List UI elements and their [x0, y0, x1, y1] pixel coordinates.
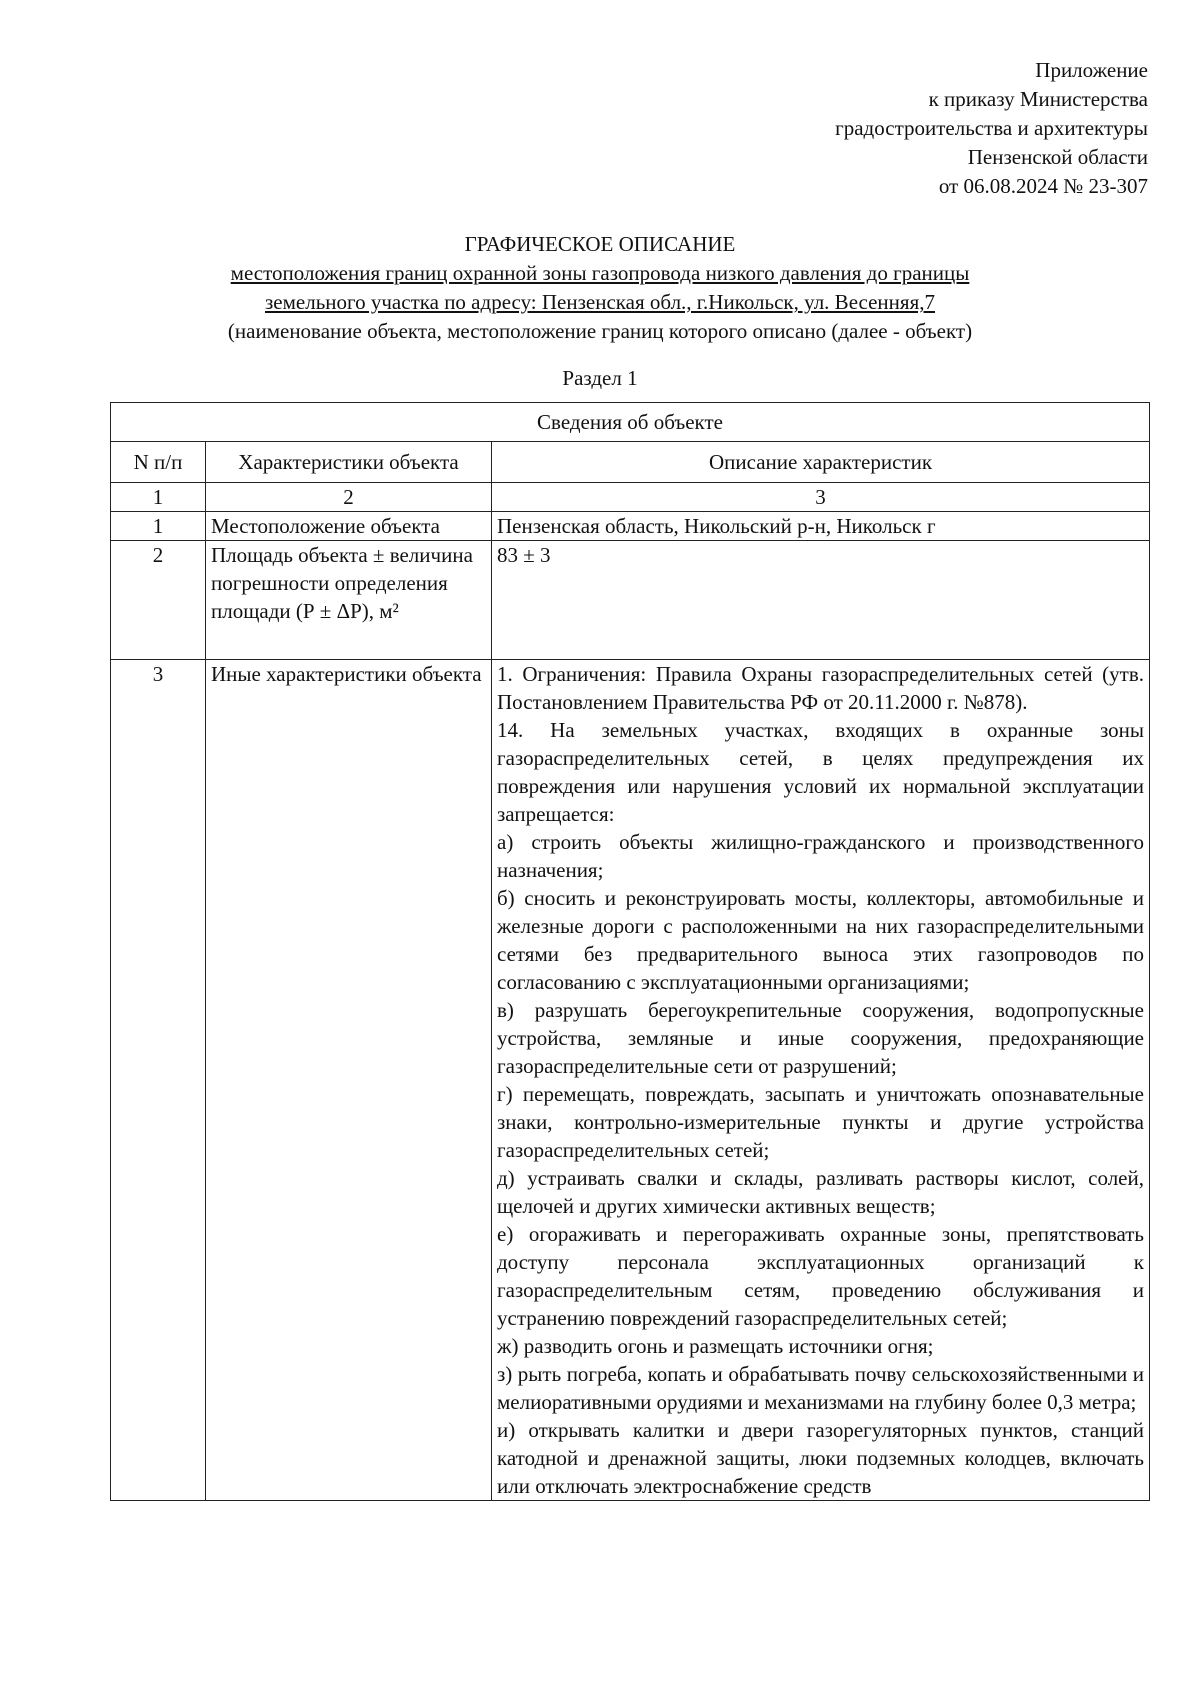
object-name-line: земельного участка по адресу: Пензенская обл., г.Никольск, ул. Весенняя,7	[265, 290, 935, 314]
section-title: Раздел 1	[562, 366, 638, 390]
column-number-row	[111, 483, 1150, 512]
annex-line: градостроительства и архитектуры	[835, 116, 1148, 140]
restriction-paragraph: в) разрушать берегоукрепительные сооружения, водопропускные устройства, земляные и иные сооружения, предохраняющие газораспределительные сети от разрушений;	[497, 998, 1144, 1078]
row-number: 1	[111, 512, 206, 541]
column-number-cell: 1	[111, 483, 206, 512]
restriction-paragraph: з) рыть погреба, копать и обрабатывать почву сельскохозяйственными и мелиоративными орудиями и механизмами на глубину более 0,3 метра;	[497, 1362, 1144, 1414]
restriction-paragraph: а) строить объекты жилищно-гражданского и производственного назначения;	[497, 830, 1144, 882]
restriction-paragraph: д) устраивать свалки и склады, разливать растворы кислот, солей, щелочей и других химически активных веществ;	[497, 1166, 1144, 1218]
restriction-paragraph: г) перемещать, повреждать, засыпать и уничтожать опознавательные знаки, контрольно-измерительные пункты и другие устройства газораспределительных сетей;	[497, 1082, 1144, 1162]
characteristic-description: 83 ± 3	[492, 541, 1150, 660]
table-caption-row	[111, 403, 1150, 442]
annex-block	[835, 56, 1148, 201]
header-cell: Описание характеристик	[492, 442, 1150, 483]
header-cell: Характеристики объекта	[206, 442, 492, 483]
table-header-row	[111, 442, 1150, 483]
column-number-cell: 3	[492, 483, 1150, 512]
characteristic-name: Иные характеристики объекта	[206, 660, 492, 1501]
restriction-paragraph: и) открывать калитки и двери газорегуляторных пунктов, станций катодной и дренажной защиты, люки подземных колодцев, включать или отключать электроснабжение средств	[497, 1418, 1144, 1498]
annex-line: от 06.08.2024 № 23-307	[938, 174, 1148, 198]
restriction-paragraph: ж) разводить огонь и размещать источники огня;	[497, 1334, 934, 1358]
table-row	[111, 512, 1150, 541]
characteristic-name: Местоположение объекта	[206, 512, 492, 541]
row-number: 3	[111, 660, 206, 1501]
characteristic-name: Площадь объекта ± величина погрешности определения площади (Р ± ΔР), м²	[206, 541, 492, 660]
table-row	[111, 541, 1150, 660]
table-row	[111, 660, 1150, 1501]
restriction-paragraph: 1. Ограничения: Правила Охраны газораспределительных сетей (утв. Постановлением Правительства РФ от 20.11.2000 г. №878).	[497, 662, 1144, 714]
header-cell: N п/п	[111, 442, 206, 483]
restriction-paragraph: б) сносить и реконструировать мосты, коллекторы, автомобильные и железные дороги с расположенными на них газораспределительными сетями без предварительного выноса этих газопроводов по согласованию с эксплуатационными организациями;	[497, 886, 1144, 994]
object-info-table	[110, 402, 1150, 1501]
annex-line: Приложение	[1035, 58, 1148, 82]
characteristic-description	[492, 660, 1150, 1501]
annex-line: к приказу Министерства	[928, 87, 1148, 111]
row-number: 2	[111, 541, 206, 660]
characteristic-description: Пензенская область, Никольский р-н, Никольск г	[492, 512, 1150, 541]
restriction-paragraph: 14. На земельных участках, входящих в охранные зоны газораспределительных сетей, в целях предупреждения их повреждения или нарушения условий их нормальной эксплуатации запрещается:	[497, 718, 1144, 826]
object-name-caption: (наименование объекта, местоположение границ которого описано (далее - объект)	[227, 319, 973, 343]
table-caption: Сведения об объекте	[111, 403, 1150, 442]
document-heading: ГРАФИЧЕСКОЕ ОПИСАНИЕ	[464, 232, 736, 256]
object-name-line: местоположения границ охранной зоны газопровода низкого давления до границы	[230, 261, 970, 285]
restriction-paragraph: е) огораживать и перегораживать охранные зоны, препятствовать доступу персонала эксплуатационных организаций к газораспределительным сетям, проведению обслуживания и устранению повреждений газораспределительных сетей;	[497, 1222, 1144, 1330]
annex-line: Пензенской области	[967, 145, 1148, 169]
document-title-block	[80, 230, 1120, 346]
column-number-cell: 2	[206, 483, 492, 512]
